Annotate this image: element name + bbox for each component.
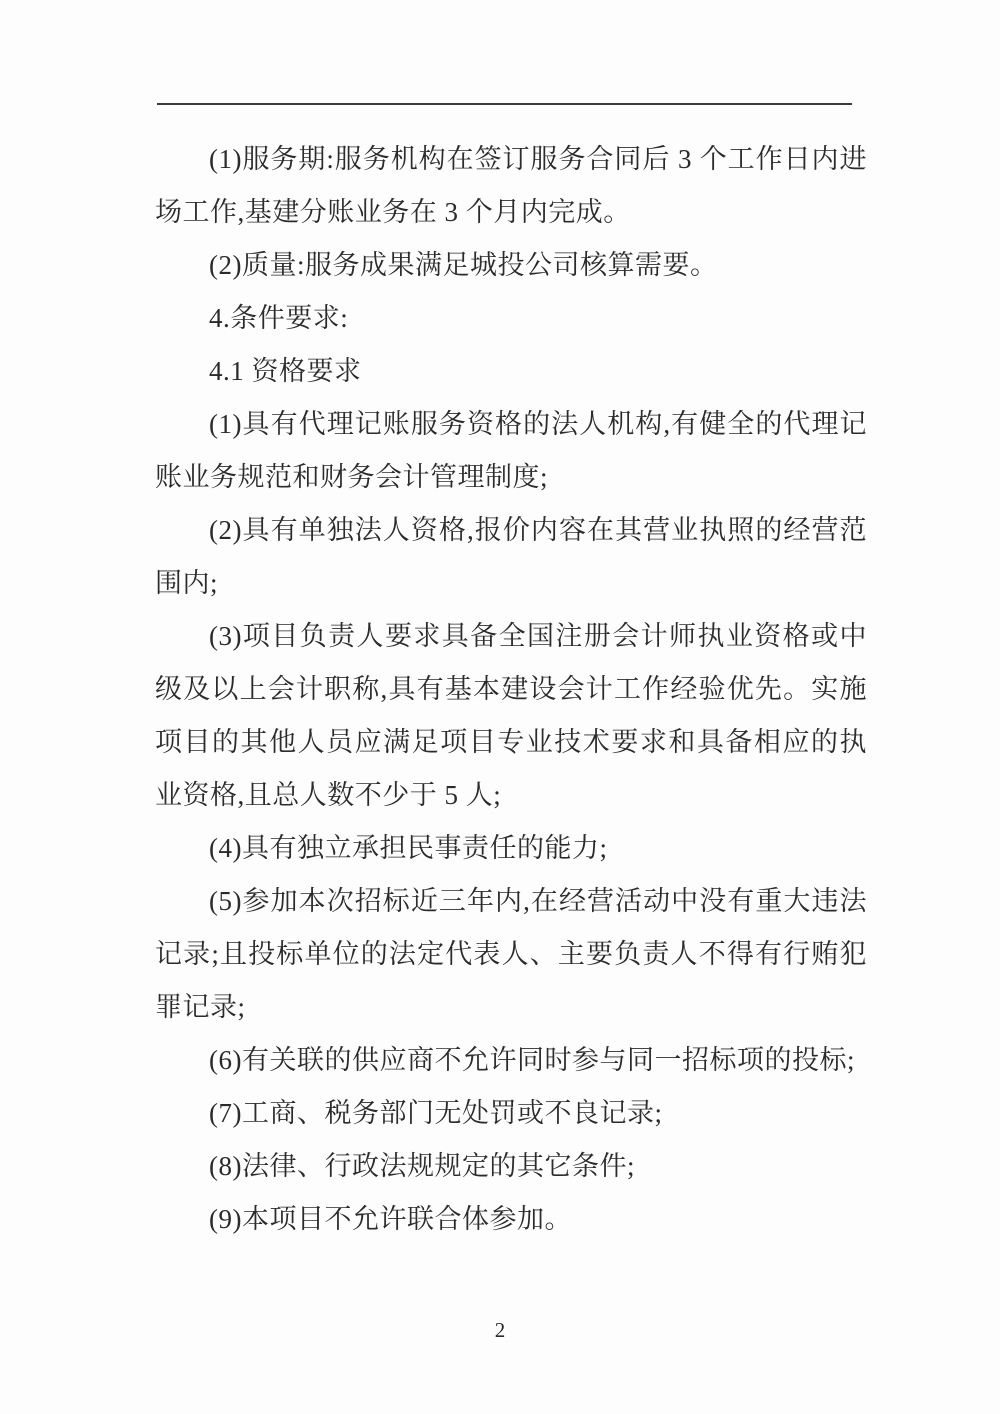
qualification-clause-1: (1)具有代理记账服务资格的法人机构,有健全的代理记账业务规范和财务会计管理制度; (155, 409, 867, 492)
qualification-clause-8: (8)法律、行政法规规定的其它条件; (209, 1151, 635, 1181)
heading-section-4: 4.条件要求: (209, 303, 349, 333)
clause-quality: (2)质量:服务成果满足城投公司核算需要。 (209, 250, 718, 280)
header-rule (157, 103, 852, 105)
qualification-clause-3: (3)项目负责人要求具备全国注册会计师执业资格或中级及以上会计职称,具有基本建设会计工作经验优先。实施项目的其他人员应满足项目专业技术要求和具备相应的执业资格,且总人数不少于 5 人; (155, 621, 867, 810)
heading-section-4-1: 4.1 资格要求 (209, 356, 362, 386)
clause-service-period: (1)服务期:服务机构在签订服务合同后 3 个工作日内进场工作,基建分账业务在 3 个月内完成。 (155, 144, 867, 227)
qualification-clause-2: (2)具有单独法人资格,报价内容在其营业执照的经营范围内; (155, 515, 867, 598)
qualification-clause-4: (4)具有独立承担民事责任的能力; (209, 833, 608, 863)
qualification-clause-6: (6)有关联的供应商不允许同时参与同一招标项的投标; (209, 1045, 855, 1075)
document-body (155, 133, 867, 1246)
qualification-clause-7: (7)工商、税务部门无处罚或不良记录; (209, 1098, 663, 1128)
qualification-clause-5: (5)参加本次招标近三年内,在经营活动中没有重大违法记录;且投标单位的法定代表人、主要负责人不得有行贿犯罪记录; (155, 886, 867, 1022)
page-number: 2 (494, 1318, 506, 1342)
qualification-clause-9: (9)本项目不允许联合体参加。 (209, 1204, 572, 1234)
